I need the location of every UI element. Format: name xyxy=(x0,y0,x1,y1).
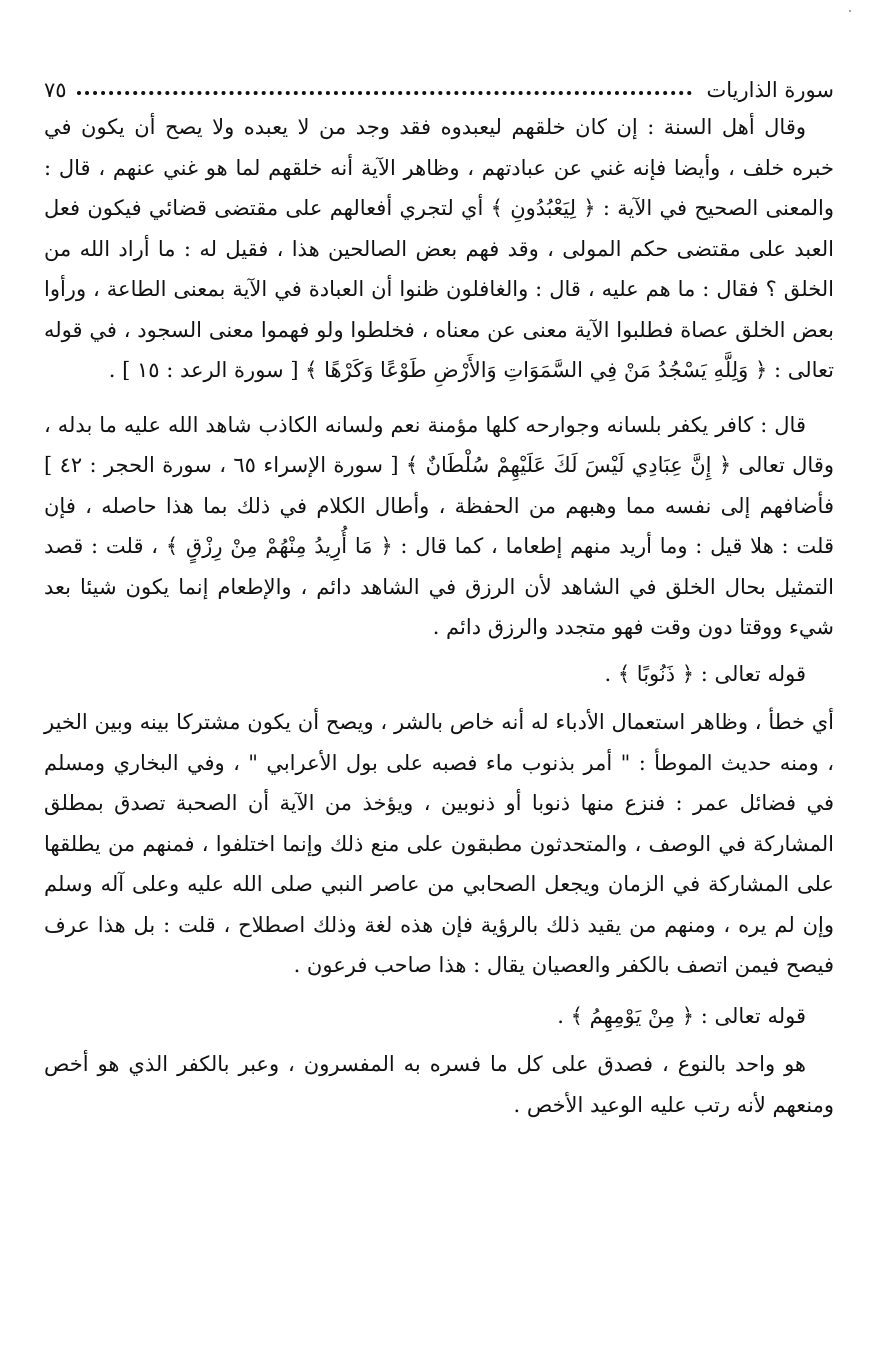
paragraph-ahl-sunna: وقال أهل السنة : إن كان خلقهم ليعبدوه فقد وجد من لا يعبده ولا يصح أن يكون في خبره خلف ، وأيضا فإنه غني عن عبادتهم ، وظاهر الآية أنه خلقهم لما هو غني عنهم ، قال : والمعنى الصحيح في الآية : ﴿ لِيَعْبُدُونِ ﴾ أي لتجري أفعالهم على مقتضى قضائي فيكون فعل العبد على مقتضى حكم المولى ، وقد فهم بعض الصالحين هذا ، فقيل له : ما أراد الله من الخلق ؟ فقال : ما هم عليه ، قال : والغافلون ظنوا أن العبادة في الآية بمعنى الطاعة ، ورأوا بعض الخلق عصاة فطلبوا الآية معنى عن معناه ، فخلطوا ولو فهموا معنى السجود ، في قوله تعالى : ﴿ وَلِلَّهِ يَسْجُدُ مَنْ فِي السَّمَوَاتِ وَالأَرْضِ طَوْعًا وَكَرْهًا ﴾ [ سورة الرعد : ١٥ ] . xyxy=(44,115,835,382)
verse-heading-dhanuban: قوله تعالى : ﴿ ذَنُوبًا ﴾ . xyxy=(604,661,806,686)
page-number: ٧٥ xyxy=(44,78,67,102)
running-header xyxy=(44,70,834,110)
book-page xyxy=(44,70,834,1125)
header-dotted-leader xyxy=(77,91,693,95)
verse-heading-min-yawmihim: قوله تعالى : ﴿ مِنْ يَوْمِهِمُ ﴾ . xyxy=(557,1003,806,1028)
paragraph-kafir: قال : كافر يكفر بلسانه وجوارحه كلها مؤمنة نعم ولسانه الكاذب شاهد الله عليه ما بدله ، وقال تعالى ﴿ إِنَّ عِبَادِي لَيْسَ لَكَ عَلَيْهِمْ سُلْطَانٌ ﴾ [ سورة الإسراء ٦٥ ، سورة الحجر : ٤٢ ] فأضافهم إلى نفسه مما وهبهم من الحفظة ، وأطال الكلام في ذلك بما هذا حاصله ، فإن قلت : هلا قيل : وما أريد منهم إطعاما ، كما قال : ﴿ مَا أُرِيدُ مِنْهُمْ مِنْ رِزْقٍ ﴾ ، قلت : قصد التمثيل بحال الخلق في الشاهد لأن الرزق في الشاهد دائم ، والإطعام إنما يكون شيئا بعد شيء ووقتا دون وقت فهو متجدد والرزق دائم . xyxy=(44,412,835,639)
paragraph-khata: أي خطأ ، وظاهر استعمال الأدباء له أنه خاص بالشر ، ويصح أن يكون مشتركا بينه وبين الخير ، ومنه حديث الموطأ : " أمر بذنوب ماء فصبه على بول الأعرابي " ، وفي البخاري ومسلم في فضائل عمر : فنزع منها ذنوبا أو ذنوبين ، ويؤخذ من الآية أن الصحبة تصدق بمطلق المشاركة في الوصف ، والمتحدثون مطبقون على منع ذلك وإنما اختلفوا ، فمنهم من يطلقها على المشاركة في الزمان ويجعل الصحابي من عاصر النبي صلى الله عليه وعلى آله وسلم وإن لم يره ، ومنهم من يقيد ذلك بالرؤية فإن هذه لغة وذلك اصطلاح ، قلت : بل هذا عرف فيصح فيمن اتصف بالكفر والعصيان يقال : هذا صاحب فرعون . xyxy=(44,710,834,977)
scan-speck xyxy=(849,10,851,12)
surah-title: سورة الذاريات xyxy=(706,78,834,102)
paragraph-wahid-bilnaw: هو واحد بالنوع ، فصدق على كل ما فسره به المفسرون ، وعبر بالكفر الذي هو أخص ومنعهم لأنه رتب عليه الوعيد الأخص . xyxy=(44,1052,834,1117)
